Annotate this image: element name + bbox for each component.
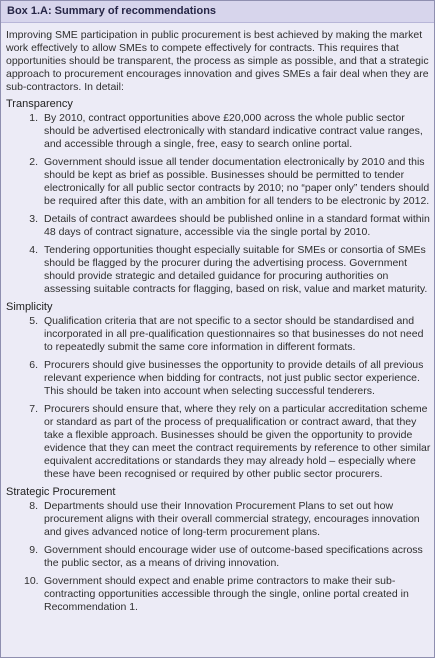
intro-paragraph: Improving SME participation in public procurement is best achieved by making the market work effectively to allow SMEs to compete effectively for contracts. This requires that opportunities should be transparent, the process as simple as possible, and that a strategic approach to procurement encourages innovation and gives SMEs a fair deal when they are sub-contractors. In detail: [6, 29, 429, 93]
recommendation-item [6, 575, 434, 614]
recommendation-number: 1. [29, 112, 38, 124]
section-heading-simplicity: Simplicity [6, 301, 53, 313]
recommendation-item [6, 244, 434, 296]
recommendation-item [6, 156, 434, 208]
recommendation-item [6, 213, 434, 239]
recommendation-text: Procurers should give businesses the opportunity to provide details of all previous relevant experience when bidding for contracts, not just public sector experience. This should be taken into account when selecting successful tenderers. [44, 359, 424, 397]
recommendation-text: By 2010, contract opportunities above £20,000 across the whole public sector should be advertised electronically with standard indicative contract value ranges, and accessible through a single, free, easy to search online portal. [44, 112, 423, 150]
recommendation-number: 8. [29, 500, 38, 512]
box-content [1, 23, 434, 614]
recommendation-number: 2. [29, 156, 38, 168]
recommendation-text: Departments should use their Innovation Procurement Plans to set out how procurement aligns with their overall commercial strategy, encourages innovation and gives advanced notice of long-term procurement plans. [44, 500, 420, 538]
recommendation-number: 7. [29, 403, 38, 415]
recommendation-text: Procurers should ensure that, where they rely on a particular accreditation scheme or standard as part of the process of prequalification or contract award, that they take a flexible approach. Businesses should be given the opportunity to provide evidence that they can meet the contract requirements by reference to other similar equivalent accreditations or standards they may already hold – especially where these have been recognised or required by other public sector procurers. [44, 403, 431, 480]
recommendation-number: 3. [29, 213, 38, 225]
section-heading-transparency: Transparency [6, 98, 73, 110]
recommendation-number: 4. [29, 244, 38, 256]
recommendation-text: Government should expect and enable prime contractors to make their sub-contracting opportunities accessible through the single, online portal created in Recommendation 1. [44, 575, 409, 613]
recommendation-text: Tendering opportunities thought especially suitable for SMEs or consortia of SMEs should be flagged by the procurer during the advertising process. Government should provide strategic and detailed guidance for procuring authorities on assessing suitable contracts for flagging, based on risk, value and market maturity. [44, 244, 428, 295]
recommendation-item [6, 403, 434, 481]
recommendation-number: 10. [24, 575, 39, 587]
section-heading-strategic-procurement: Strategic Procurement [6, 486, 116, 498]
recommendation-number: 9. [29, 544, 38, 556]
recommendation-text: Government should encourage wider use of outcome-based specifications across the public sector, as a means of driving innovation. [44, 544, 423, 569]
recommendation-text: Details of contract awardees should be published online in a standard format within 48 days of contract signature, accessible via the single portal by 2010. [44, 213, 430, 238]
recommendation-item [6, 359, 434, 398]
recommendation-item [6, 544, 434, 570]
recommendation-number: 5. [29, 315, 38, 327]
recommendation-text: Qualification criteria that are not specific to a sector should be standardised and incorporated in all pre-qualification questionnaires so that businesses do not need to repeatedly submit the same core information in different formats. [44, 315, 424, 353]
recommendation-list-strategic-procurement [6, 500, 434, 614]
recommendation-item [6, 315, 434, 354]
recommendation-list-transparency [6, 112, 434, 296]
recommendation-number: 6. [29, 359, 38, 371]
recommendation-item [6, 112, 434, 151]
recommendation-text: Government should issue all tender documentation electronically by 2010 and this should be kept as brief as possible. Businesses should be permitted to tender electronically for all public sector contracts by 2010; no “paper only” tenders should be required after this date, with an ambition for all tenders to be electronic by 2012. [44, 156, 430, 207]
recommendation-list-simplicity [6, 315, 434, 481]
box-title: Box 1.A: Summary of recommendations [1, 1, 434, 23]
recommendation-item [6, 500, 434, 539]
